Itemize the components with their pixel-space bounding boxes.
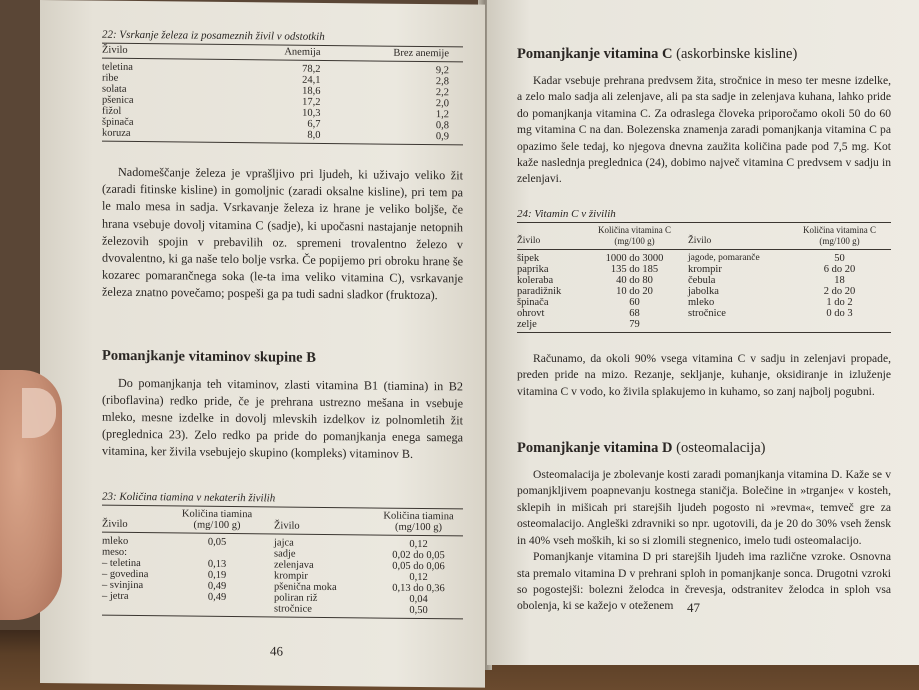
table24 xyxy=(517,225,891,330)
right-paragraph-loss: Računamo, da okoli 90% vsega vitamina C v sadju in zelenjavi propade, preden pride na mizo. Rezanje, sekljanje, kuhanje, oksidiranje in izluženje vitamina C v vodo, ko živila splakujemo in kuhamo, so zanj najbolj pogubni. xyxy=(517,351,891,398)
table-row: paradižnik 10 do 20 jabolka 2 do 20 xyxy=(517,285,856,297)
heading-vitamin-d-sub: (osteomalacija) xyxy=(676,440,766,457)
table-row: ohrovt 68 stročnice 0 do 3 xyxy=(517,307,853,319)
heading-vitamin-c: Pomanjkanje vitamina C (askorbinske kisline) xyxy=(517,46,798,62)
right-paragraph-causes: Pomanjkanje vitamina D pri starejših ljudeh ima različne vzroke. Osnovna sta premalo vitamina D v prehrani sploh in pomanjkanje sonca. Drugotni vzroki so pogostejši: bolezni želodca in črevesja, odstranitev želodca in sploh vsa obolenja, ki se kažejo v oteženem xyxy=(517,550,891,613)
table-row: – govedina 0,19 krompir 0,12 xyxy=(102,568,428,583)
heading-vitamin-d: Pomanjkanje vitamina D (osteomalacija) xyxy=(517,440,766,457)
left-page xyxy=(40,0,485,688)
table-row: fižol 10,3 1,2 xyxy=(102,105,449,121)
table-row: – jetra 0,49 poliran riž 0,04 xyxy=(102,590,428,605)
table23-header: Živilo Količina tiamina (mg/100 g) Živilo Količina tiamina (mg/100 g) xyxy=(102,508,454,533)
heading-vitamin-b: Pomanjkanje vitaminov skupine B xyxy=(102,347,316,366)
table-row: šipek 1000 do 3000 jagode, pomaranče 50 xyxy=(517,252,845,264)
table-row: koleraba 40 do 80 čebula 18 xyxy=(517,274,845,286)
heading-vitamin-c-sub: (askorbinske kisline) xyxy=(676,46,798,62)
table-row: zelje 79 xyxy=(517,318,640,330)
right-paragraph-osteomalacia: Osteomalacija je zbolevanje kosti zaradi pomanjkanja vitamina D. Kaže se v pomanjkljivem poapnevanju kostnega staničja. Bolečine in »trganje« v kosteh, sklepih in mišicah pri starejših ljudeh pogosto ni »revma«, temveč gre za osteomalacijo. Angleški zdravniki so npr. ugotovili, da je 20 do 30% vseh žensk in 40% vseh moških, ki so si zlomili stegnenico, imelo tudi osteomalacijo. xyxy=(517,468,891,547)
table24-header: Živilo Količina vitamina C (mg/100 g) Živilo Količina vitamina C (mg/100 g) xyxy=(517,224,876,246)
table-row: paprika 135 do 185 krompir 6 do 20 xyxy=(517,263,856,275)
left-page-number: 46 xyxy=(270,643,283,659)
left-paragraph-vitamin-b: Do pomanjkanja teh vitaminov, zlasti vitamina B1 (tiamina) in B2 (riboflavina) redko pride, če je prehrana ustrezno mešana in vsebuje mleko, mesne izdelke in dovolj mlevskih izdelkov iz polnomletih žit (preglednica 23). Zelo redko pa pride do pomanjkanja enega samega vitamina, ker živila vsebujejo skupino (kompleks) vitaminov B. xyxy=(102,375,463,462)
left-paragraph-iron: Nadomeščanje železa je vprašljivo pri ljudeh, ki uživajo veliko žit (zaradi fitinske kisline) in gomoljnic (zaradi oksalne kisline), pri tem pa le malo mesa in sadja. Vsrkavanje železa iz hrane je veliko boljše, če hrana vsebuje dovolj vitamina C (sadje), ki upočasni nastajanje netopnih železovih spojin v prebavilih oz. spremeni trovalentno železo v dvovalentno, ki ga naše telo bolje vsrka. Če popijemo pri obroku hrane še kozarec pomarančnega soka (le-ta ima veliko vitamina C), vsrkavanje železa znatno povečamo; pospeši ga pa tudi sadni sladkor (fruktoza). xyxy=(102,164,463,303)
table-row: pšenica 17,2 2,0 xyxy=(102,94,449,110)
table-row: špinača 60 mleko 1 do 2 xyxy=(517,296,853,308)
table-row: – svinjina 0,49 pšenična moka 0,13 do 0,36 xyxy=(102,579,445,594)
table22-h0: Živilo xyxy=(102,44,128,56)
table22-h2: Brez anemije xyxy=(393,47,449,60)
table22 xyxy=(102,45,463,143)
table23-caption: 23: Količina tiamina v nekaterih živilih xyxy=(102,490,276,505)
table-row: meso: sadje 0,02 do 0,05 xyxy=(102,546,445,561)
table23 xyxy=(102,507,463,616)
table-row: ribe 24,1 2,8 xyxy=(102,72,449,88)
table-row: špinača 6,7 0,8 xyxy=(102,116,449,132)
table-row: teletina 78,2 9,2 xyxy=(102,61,449,77)
table-row: koruza 8,0 0,9 xyxy=(102,127,449,143)
table-row: – teletina 0,13 zelenjava 0,05 do 0,06 xyxy=(102,557,445,572)
table-row: mleko 0,05 jajca 0,12 xyxy=(102,535,428,550)
table22-caption: 22: Vsrkanje železa iz posameznih živil v odstotkih xyxy=(102,28,325,43)
right-page-number: 47 xyxy=(687,600,700,615)
table-row: solata 18,6 2,2 xyxy=(102,83,449,99)
right-paragraph-vitamin-c: Kadar vsebuje prehrana predvsem žita, stročnice in meso ter mesne izdelke, a zelo malo sadja ali zelenjave, ali pa sta sadje in zelenjava kuhana, lahko pride do pomanjkanja vitamina C. Za odraslega človeka priporočamo okoli 50 do 60 mg vitamina C na dan. Bolezenska znamenja zaradi pomanjkanja vitamina C pa opazimo šele tedaj, ko njegova dnevna zaužita količina pade pod 7,5 mg. Kot kaže naslednja preglednica (24), dobimo največ vitamina C predvsem v sadju in zelenjavi. xyxy=(517,74,891,186)
right-page xyxy=(487,0,919,665)
table-row: stročnice 0,50 xyxy=(274,603,428,616)
table22-h1: Anemija xyxy=(284,46,321,58)
table24-caption: 24: Vitamin C v živilih xyxy=(517,207,616,220)
